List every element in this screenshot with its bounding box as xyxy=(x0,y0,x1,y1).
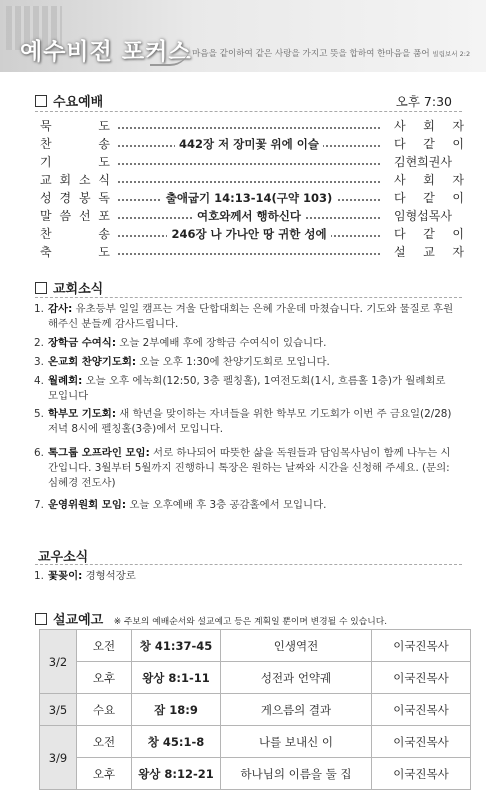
order-person xyxy=(394,117,464,134)
order-leader-dots xyxy=(118,135,380,153)
order-person-char: 이 xyxy=(452,191,464,205)
order-leader-dots xyxy=(118,243,380,261)
order-person-char: 임형섭목사 xyxy=(394,209,452,223)
order-person-char: 자 xyxy=(452,245,464,259)
sermon-table xyxy=(39,629,471,790)
order-leader-dots xyxy=(118,225,380,243)
news-number: 1. xyxy=(34,303,44,315)
order-label xyxy=(40,153,110,170)
sermon-service: 오전 xyxy=(77,726,132,758)
sermon-row xyxy=(40,758,471,790)
order-label-char: 도 xyxy=(98,245,110,259)
sermon-preacher: 이국진목사 xyxy=(372,662,471,694)
banner-motto xyxy=(192,47,470,59)
motto-text: 마음을 같이하여 같은 사랑을 가지고 뜻을 합하여 한마음을 품어 xyxy=(192,49,430,59)
news-item xyxy=(34,498,454,513)
news-body: 오늘 오후 에녹회(12:50, 3층 펠칭홀), 1여전도회(1시, 흐름홀 1층)가 월례회로 모입니다 xyxy=(48,375,446,402)
news-number: 5. xyxy=(34,408,44,420)
divider xyxy=(35,297,462,298)
order-person-char: 다 xyxy=(394,227,406,241)
order-label-char: 씀 xyxy=(59,209,72,223)
order-label-char: 찬 xyxy=(40,137,52,151)
news-body: 유초등부 일일 캠프는 겨울 단합대회는 은혜 가운데 마쳤습니다. 기도와 물질로 후원해주신 분들께 감사드립니다. xyxy=(48,303,454,330)
order-person-char: 설 xyxy=(394,245,406,259)
sermon-date: 3/2 xyxy=(40,630,77,694)
news-body: 오늘 2부예배 후에 장학금 수여식이 있습니다. xyxy=(116,337,327,349)
order-label-char: 송 xyxy=(98,137,110,151)
service-time: 오후 7:30 xyxy=(395,94,452,109)
sermon-date: 3/5 xyxy=(40,694,77,726)
order-person-char: 같 xyxy=(423,227,435,241)
motto-reference: 빌립보서 2:2 xyxy=(432,50,471,58)
news-text xyxy=(48,407,454,437)
order-label-char: 찬 xyxy=(40,227,52,241)
worship-order-row xyxy=(40,153,464,171)
section-church-news-heading xyxy=(35,278,103,297)
sermon-scripture: 왕상 8:1-11 xyxy=(132,662,221,694)
order-leader-dots xyxy=(118,171,380,189)
news-body: 서로 하나되어 따뜻한 삶을 독원들과 담임목사님이 함께 나누는 시간입니다. 3월부터 5월까지 진행하니 톡장은 원하는 날짜와 시간을 신청해 주세요. (문의: 심혜경 전도사) xyxy=(48,447,451,489)
sermon-scripture: 창 41:37-45 xyxy=(132,630,221,662)
order-person-char: 같 xyxy=(423,137,435,151)
news-number: 1. xyxy=(34,570,44,582)
order-person-char: 이 xyxy=(452,227,464,241)
news-body: 오늘 오후 1:30에 찬양기도회로 모입니다. xyxy=(136,356,330,368)
sermon-scripture: 잠 18:9 xyxy=(132,694,221,726)
news-number: 2. xyxy=(34,337,44,349)
sermon-service: 오후 xyxy=(77,758,132,790)
section-wednesday-heading xyxy=(35,91,103,110)
order-label-char: 독 xyxy=(98,191,110,205)
order-person xyxy=(394,171,464,188)
member-news-item xyxy=(34,569,454,584)
order-label xyxy=(40,207,110,224)
order-label-char: 포 xyxy=(98,209,110,223)
order-person-char: 교 xyxy=(423,245,435,259)
order-leader-dots xyxy=(118,189,380,207)
news-item xyxy=(34,336,454,351)
order-label-char: 회 xyxy=(59,173,72,187)
news-item xyxy=(34,446,454,491)
worship-order-row xyxy=(40,243,464,261)
sermon-title: 하나님의 이름을 둘 집 xyxy=(221,758,372,790)
worship-order-row xyxy=(40,135,464,153)
news-body: 새 학년을 맞이하는 자녀들을 위한 학부모 기도회가 이번 주 금요일(2/28) 저녁 8시에 펠칭홀(3층)에서 모입니다. xyxy=(48,408,452,435)
order-person-char: 회 xyxy=(423,119,435,133)
news-text xyxy=(48,302,454,332)
news-text xyxy=(48,374,454,404)
section-sermon-preview-heading xyxy=(35,609,387,628)
order-person-char: 사 xyxy=(394,119,406,133)
news-number: 4. xyxy=(34,375,44,387)
order-label-char: 식 xyxy=(98,173,110,187)
order-person xyxy=(394,225,464,242)
sermon-date: 3/9 xyxy=(40,726,77,790)
header-banner xyxy=(0,0,486,72)
order-label xyxy=(40,243,110,260)
order-label-char: 말 xyxy=(40,209,52,223)
order-person-char: 사 xyxy=(394,173,406,187)
news-title: 월례회: xyxy=(48,375,83,387)
news-title: 학부모 기도회: xyxy=(48,408,116,420)
news-title: 감사: xyxy=(48,303,73,315)
news-number: 6. xyxy=(34,447,44,459)
order-content: 출애굽기 14:13-14(구약 103) xyxy=(162,191,337,205)
worship-order-row xyxy=(40,171,464,189)
news-text xyxy=(48,569,454,584)
sermon-row xyxy=(40,726,471,758)
sermon-scripture: 왕상 8:12-21 xyxy=(132,758,221,790)
sermon-title: 나를 보내신 이 xyxy=(221,726,372,758)
news-item xyxy=(34,407,454,437)
order-leader-dots xyxy=(118,207,380,225)
news-text xyxy=(48,446,454,491)
worship-order-row xyxy=(40,117,464,135)
order-leader-dots xyxy=(118,117,380,135)
order-label-char: 소 xyxy=(78,173,91,187)
sermon-title: 게으름의 결과 xyxy=(221,694,372,726)
section-member-news-heading xyxy=(38,546,88,565)
sermon-row xyxy=(40,630,471,662)
divider xyxy=(35,564,462,565)
order-label-char: 성 xyxy=(40,191,52,205)
news-title: 꽃꽂이: xyxy=(48,570,83,582)
order-leader-dots xyxy=(118,153,380,171)
worship-order-row xyxy=(40,225,464,243)
order-content: 여호와께서 행하신다 xyxy=(193,209,305,223)
sermon-scripture: 창 45:1-8 xyxy=(132,726,221,758)
news-body: 오늘 오후예배 후 3층 공감홀에서 모입니다. xyxy=(126,499,327,511)
order-label-char: 교 xyxy=(40,173,52,187)
news-number: 7. xyxy=(34,499,44,511)
order-person xyxy=(394,189,464,206)
order-person xyxy=(394,135,464,152)
order-person xyxy=(394,243,464,260)
order-person-char: 김현희권사 xyxy=(394,155,452,169)
order-label-char: 경 xyxy=(59,191,72,205)
order-label-char: 송 xyxy=(98,227,110,241)
order-person-char: 자 xyxy=(452,119,464,133)
church-news-heading-text: 교회소식 xyxy=(53,282,104,297)
news-title: 장학금 수여식: xyxy=(48,337,116,349)
sermon-preacher: 이국진목사 xyxy=(372,694,471,726)
order-content: 442장 저 장미꽃 위에 이슬 xyxy=(175,137,323,151)
sermon-service: 수요 xyxy=(77,694,132,726)
order-label xyxy=(40,135,110,152)
news-text xyxy=(48,498,454,513)
order-label-char: 봉 xyxy=(78,191,91,205)
news-number: 3. xyxy=(34,356,44,368)
wednesday-heading-text: 수요예배 xyxy=(53,95,104,110)
order-label-char: 선 xyxy=(78,209,91,223)
member-news-heading-text: 교우소식 xyxy=(38,550,89,565)
worship-order-row xyxy=(40,207,464,225)
sermon-preview-heading-text: 설교예고 xyxy=(53,613,104,628)
news-item xyxy=(34,374,454,404)
sermon-preacher: 이국진목사 xyxy=(372,726,471,758)
sermon-service: 오후 xyxy=(77,662,132,694)
news-item xyxy=(34,302,454,332)
sermon-row xyxy=(40,662,471,694)
sermon-service: 오전 xyxy=(77,630,132,662)
news-text xyxy=(48,336,454,351)
order-label-char: 기 xyxy=(40,155,52,169)
order-person-char: 이 xyxy=(452,137,464,151)
news-title: 온교회 찬양기도회: xyxy=(48,356,137,368)
order-person-char: 자 xyxy=(452,173,464,187)
order-person-char: 회 xyxy=(423,173,435,187)
order-content: 246장 나 가나안 땅 귀한 성에 xyxy=(167,227,330,241)
order-person xyxy=(394,153,464,170)
news-title: 톡그룹 오프라인 모임: xyxy=(48,447,150,459)
order-label-char: 도 xyxy=(98,119,110,133)
order-label xyxy=(40,225,110,242)
worship-order-row xyxy=(40,189,464,207)
news-text xyxy=(48,355,454,370)
order-person-char: 다 xyxy=(394,137,406,151)
order-person xyxy=(394,207,464,224)
sermon-row xyxy=(40,694,471,726)
sermon-note: ※ 주보의 예배순서와 설교예고 등은 계획일 뿐이며 변경될 수 있습니다. xyxy=(113,617,388,627)
sermon-preacher: 이국진목사 xyxy=(372,630,471,662)
order-label-char: 축 xyxy=(40,245,52,259)
news-item xyxy=(34,355,454,370)
divider xyxy=(35,111,462,112)
sermon-preacher: 이국진목사 xyxy=(372,758,471,790)
order-person-char: 같 xyxy=(423,191,435,205)
order-label xyxy=(40,171,110,188)
order-person-char: 다 xyxy=(394,191,406,205)
order-label-char: 묵 xyxy=(40,119,52,133)
order-label-char: 도 xyxy=(98,155,110,169)
sermon-title: 성전과 언약궤 xyxy=(221,662,372,694)
news-body: 경형석장로 xyxy=(82,570,136,582)
order-label xyxy=(40,117,110,134)
order-label xyxy=(40,189,110,206)
sermon-title: 인생역전 xyxy=(221,630,372,662)
checkbox-square-icon xyxy=(35,95,47,107)
news-title: 운영위원회 모임: xyxy=(48,499,127,511)
checkbox-square-icon xyxy=(35,282,47,294)
checkbox-square-icon xyxy=(35,613,47,625)
banner-title: 예수비전 포커스 xyxy=(20,39,192,65)
